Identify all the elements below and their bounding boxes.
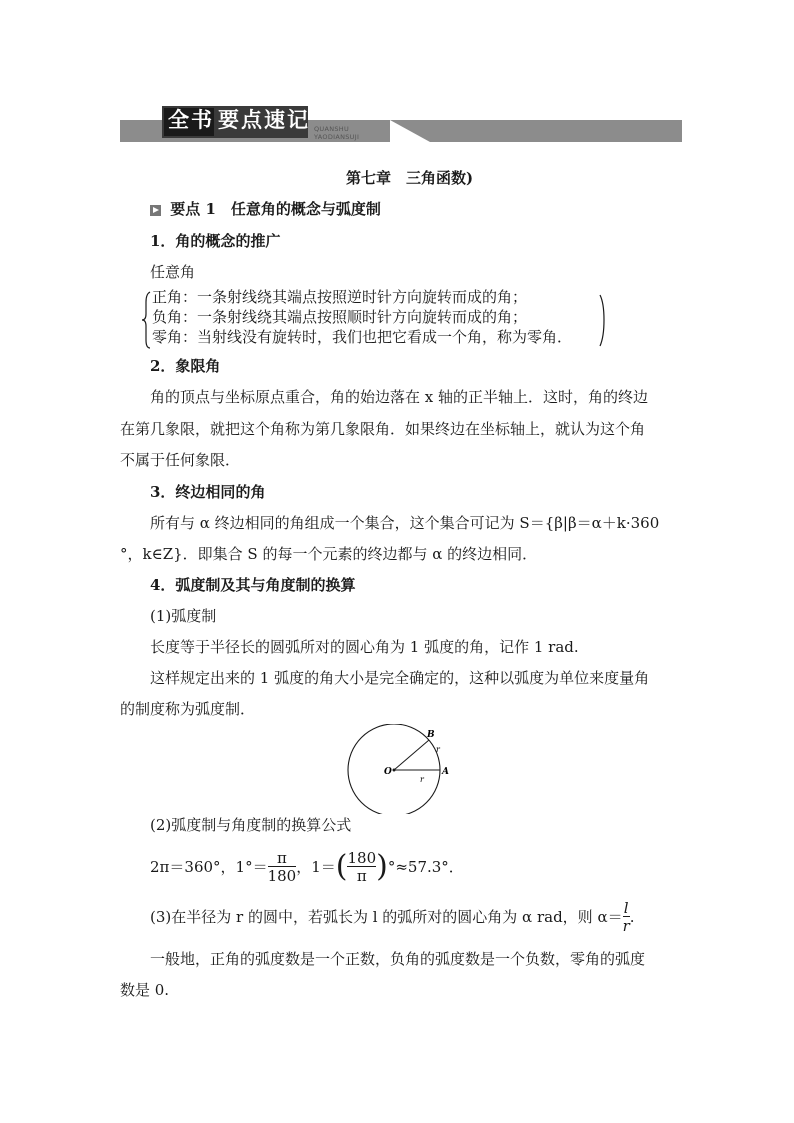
formula-part2: ，1＝ [296,858,336,876]
sec1-heading: 1．角的概念的推广 [150,232,281,250]
sec4-line-1: 长度等于半径长的圆弧所对的圆心角为 1 弧度的角，记作 1 rad. [150,638,579,656]
frac1-den: 180 [267,867,297,885]
sub3-text: (3)在半径为 r 的圆中，若弧长为 l 的弧所对的圆心角为 α rad，则 α＝ [150,908,623,926]
radian-diagram-svg [340,724,460,814]
label-r-arc: r [436,745,440,754]
banner-title [168,104,310,134]
conversion-formula [150,846,464,887]
brace-right [596,293,612,352]
banner-slant [390,120,430,146]
label-B: B [427,730,435,740]
point-heading-text: 要点 1 任意角的概念与弧度制 [170,200,381,218]
fraction-pi-180 [268,850,297,884]
sec4-sub1: (1)弧度制 [150,607,217,625]
radian-diagram [340,724,460,818]
banner-pinyin [314,125,359,141]
sec3-line-1: 所有与 α 终边相同的角组成一个集合，这个集合可记为 S＝{β|β＝α＋k·360 [150,514,660,532]
banner-title-a: 全书 [168,107,214,132]
formula-part3: °≈57.3°． [387,858,464,876]
frac3-num: l [623,899,629,917]
sec1-label: 任意角 [150,263,196,281]
brace-line-zero: 零角：当射线没有旋转时，我们也把它看成一个角，称为零角． [152,328,573,346]
sec4-heading: 4．弧度制及其与角度制的换算 [150,576,356,594]
play-icon [150,205,161,216]
sec4-line-3: 的制度称为弧度制． [120,700,256,718]
fraction-l-r [623,900,630,934]
sec4-sub2: (2)弧度制与角度制的换算公式 [150,816,352,834]
frac2-den: π [347,866,376,884]
paren-left: ( [335,849,348,884]
sec2-line-3: 不属于任何象限． [120,451,241,469]
chapter-title: 第七章 三角函数) [346,169,474,187]
frac3-den: r [622,917,630,935]
sec4-line-2: 这样规定出来的 1 弧度的角大小是完全确定的，这种以弧度为单位来度量角 [150,669,650,687]
label-A: A [442,767,449,777]
label-O: O [384,767,392,777]
sec4-line-4: 一般地，正角的弧度数是一个正数，负角的弧度数是一个负数，零角的弧度 [150,950,646,968]
banner-title-b: 要点速记 [218,107,310,132]
brace-line-positive: 正角：一条射线绕其端点按照逆时针方向旋转而成的角； [152,288,528,306]
sec4-line-5: 数是 0. [120,981,170,999]
sec2-heading: 2．象限角 [150,357,221,375]
sec2-line-1: 角的顶点与坐标原点重合，角的始边落在 x 轴的正半轴上．这时，角的终边 [150,388,648,406]
label-r-radius: r [420,775,424,784]
brace-line-negative: 负角：一条射线绕其端点按照顺时针方向旋转而成的角； [152,308,528,326]
sec2-line-2: 在第几象限，就把这个角称为第几象限角．如果终边在坐标轴上，就认为这个角 [120,420,646,438]
point-heading [150,196,381,223]
sec1-brace-list [152,287,572,347]
sec3-line-2: °，k∈Z}．即集合 S 的每一个元素的终边都与 α 的终边相同． [120,545,538,563]
sub3-end: . [629,908,635,926]
formula-part1: 2π＝360°，1°＝ [150,858,268,876]
banner-pinyin-line2: YAODIANSUJI [314,133,360,141]
sec4-sub3 [150,896,635,937]
paren-right: ) [376,849,388,884]
frac1-num: π [276,849,287,867]
fraction-180-pi [347,850,376,884]
banner-pinyin-line1: QUANSHU [314,125,350,133]
radius-OB [394,740,429,770]
center-dot [393,769,396,772]
sec3-heading: 3．终边相同的角 [150,483,266,501]
frac2-num: 180 [347,849,377,867]
